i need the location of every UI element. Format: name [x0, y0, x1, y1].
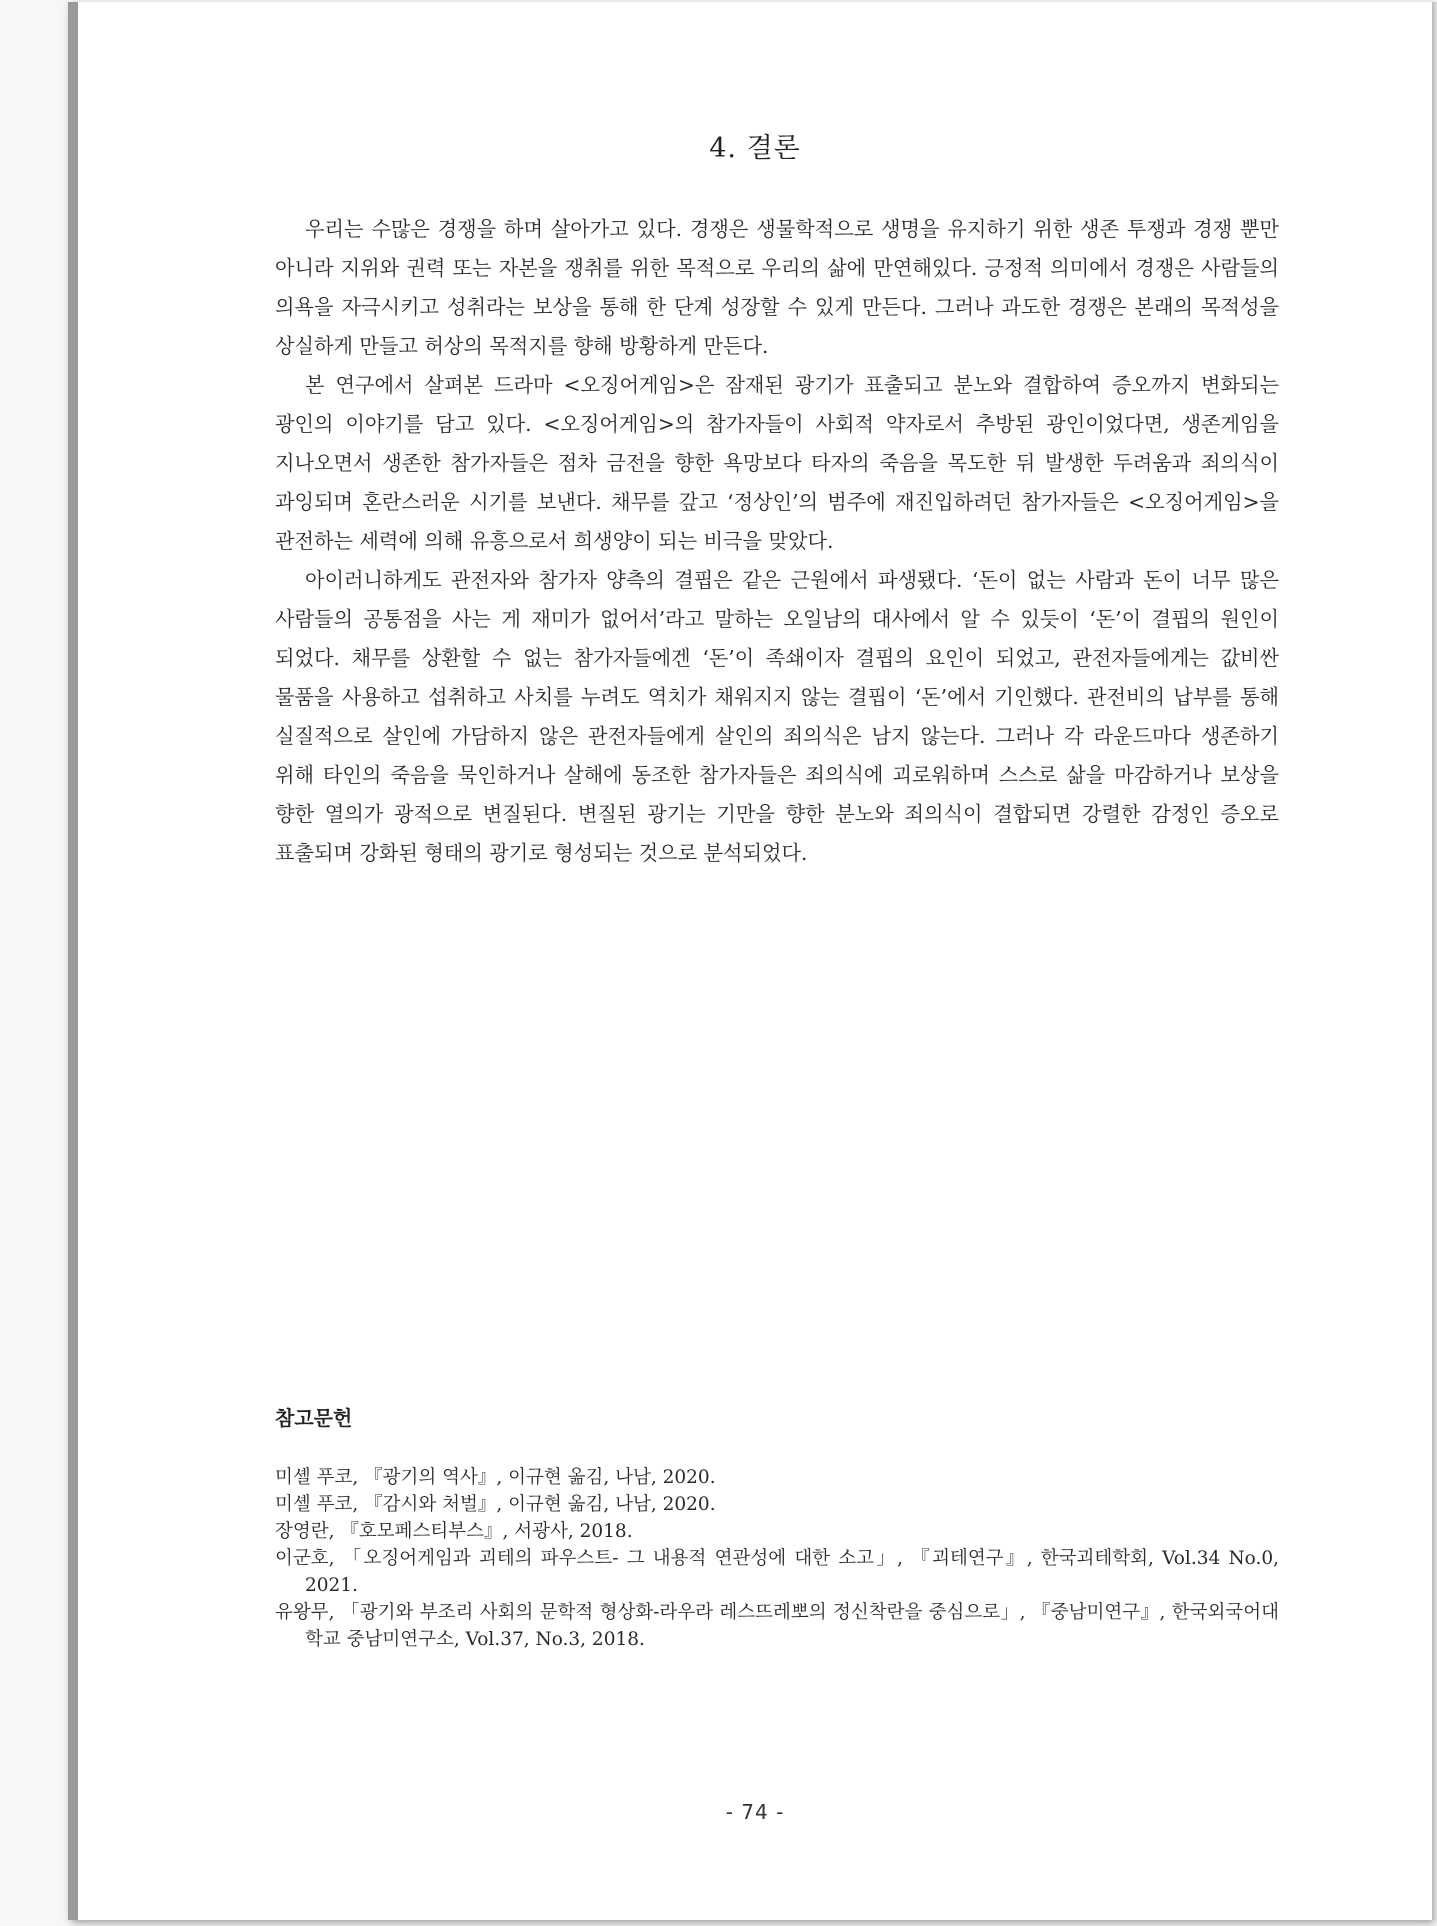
reference-item: 유왕무, 「광기와 부조리 사회의 문학적 형상화-라우라 레스뜨레뽀의 정신착란을 중심으로」, 『중남미연구』, 한국외국어대학교 중남미연구소, Vol.37, No.3, 2018. [275, 1602, 1279, 1650]
paragraph: 아이러니하게도 관전자와 참가자 양측의 결핍은 같은 근원에서 파생됐다. ‘돈이 없는 사람과 돈이 너무 많은 사람들의 공통점을 사는 게 재미가 없어서’라고 말하는 오일남의 대사에서 알 수 있듯이 ‘돈’이 결핍의 원인이 되었다. 채무를 상환할 수 없는 참가자들에겐 ‘돈’이 족쇄이자 결핍의 요인이 되었고, 관전자들에게는 값비싼 물품을 사용하고 섭취하고 사치를 누려도 역치가 채워지지 않는 결핍이 ‘돈’에서 기인했다. 관전비의 납부를 통해 실질적으로 살인에 가담하지 않은 관전자들에게 살인의 죄의식은 남지 않는다. 그러나 각 라운드마다 생존하기 위해 타인의 죽음을 묵인하거나 살해에 동조한 참가자들은 죄의식에 괴로워하며 스스로 삶을 마감하거나 보상을 향한 열의가 광적으로 변질된다. 변질된 광기는 기만을 향한 분노와 죄의식이 결합되면 강렬한 감정인 증오로 표출되며 강화된 형태의 광기로 형성되는 것으로 분석되었다. [275, 568, 1279, 865]
reference-item: 장영란, 『호모페스티부스』, 서광사, 2018. [275, 1521, 633, 1542]
body-text [275, 210, 1279, 873]
paragraph: 본 연구에서 살펴본 드라마 <오징어게임>은 잠재된 광기가 표출되고 분노와 결합하여 증오까지 변화되는 광인의 이야기를 담고 있다. <오징어게임>의 참가자들이 사회적 약자로서 추방된 광인이었다면, 생존게임을 지나오면서 생존한 참가자들은 점차 금전을 향한 욕망보다 타자의 죽음을 목도한 뒤 발생한 두려움과 죄의식이 과잉되며 혼란스러운 시기를 보낸다. 채무를 갚고 ‘정상인’의 범주에 재진입하려던 참가자들은 <오징어게임>을 관전하는 세력에 의해 유흥으로서 희생양이 되는 비극을 맞았다. [275, 373, 1279, 553]
references-list [275, 1464, 1279, 1653]
reference-item: 미셸 푸코, 『광기의 역사』, 이규현 옮김, 나남, 2020. [275, 1467, 716, 1488]
paragraph: 우리는 수많은 경쟁을 하며 살아가고 있다. 경쟁은 생물학적으로 생명을 유지하기 위한 생존 투쟁과 경쟁 뿐만 아니라 지위와 권력 또는 자본을 쟁취를 위한 목적으로 우리의 삶에 만연해있다. 긍정적 의미에서 경쟁은 사람들의 의욕을 자극시키고 성취라는 보상을 통해 한 단계 성장할 수 있게 만든다. 그러나 과도한 경쟁은 본래의 목적성을 상실하게 만들고 허상의 목적지를 향해 방황하게 만든다. [275, 217, 1279, 358]
reference-item: 미셸 푸코, 『감시와 처벌』, 이규현 옮김, 나남, 2020. [275, 1494, 716, 1515]
section-title: 4. 결론 [709, 133, 801, 164]
page-number: - 74 - [725, 1800, 785, 1824]
reference-item: 이군호, 「오징어게임과 괴테의 파우스트- 그 내용적 연관성에 대한 소고」, 『괴테연구』, 한국괴테학회, Vol.34 No.0, 2021. [275, 1548, 1279, 1596]
document-page [68, 2, 1432, 1920]
references-heading: 참고문헌 [275, 1406, 353, 1430]
